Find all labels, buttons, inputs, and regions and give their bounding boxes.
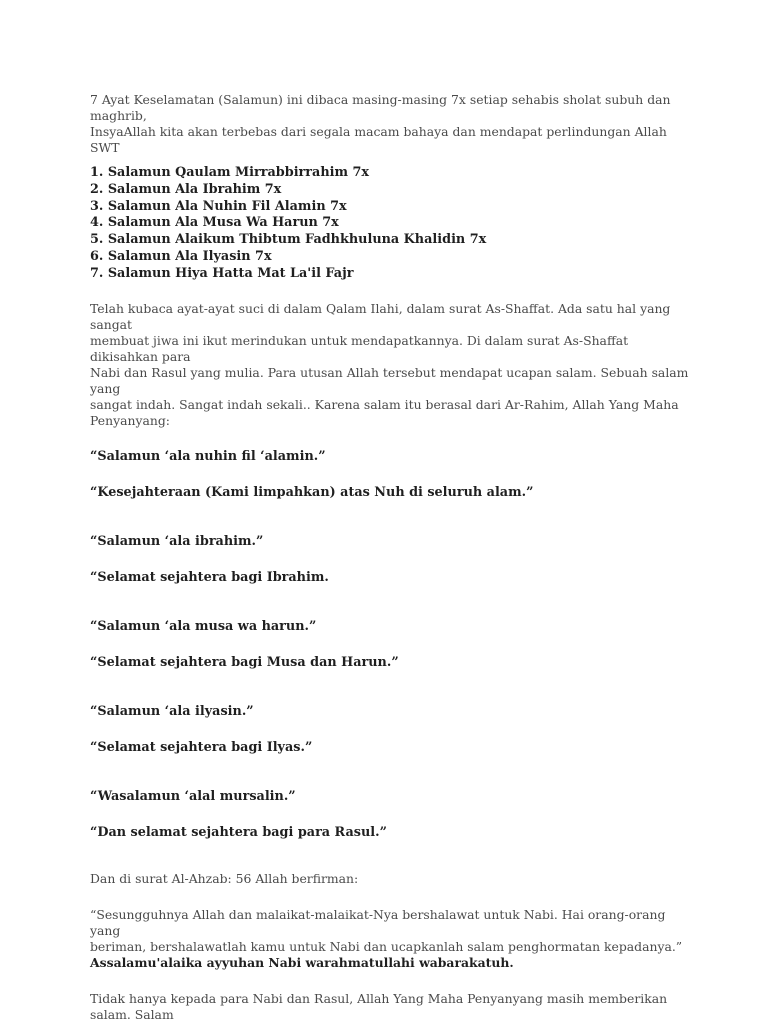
ahzab-quote: [90, 907, 690, 971]
list-item: 6. Salamun Ala Ilyasin 7x: [90, 248, 272, 264]
quote-arabic: “Salamun ‘ala musa wa harun.”: [90, 618, 317, 634]
paragraph-line: membuat jiwa ini ikut merindukan untuk mendapatkannya. Di dalam surat As-Shaffat dikisahkan para: [90, 332, 629, 364]
quote-translation: “Kesejahteraan (Kami limpahkan) atas Nuh di seluruh alam.”: [90, 484, 534, 500]
list-item: 4. Salamun Ala Musa Wa Harun 7x: [90, 215, 339, 231]
intro-paragraph: [90, 92, 690, 156]
ahzab-intro: Dan di surat Al-Ahzab: 56 Allah berfirman:: [90, 870, 359, 886]
closing-line: Tidak hanya kepada para Nabi dan Rasul, Allah Yang Maha Penyanyang masih memberikan salam. Salam: [90, 990, 668, 1022]
quote-translation: “Selamat sejahtera bagi Musa dan Harun.”: [90, 654, 399, 670]
quote-line: beriman, bershalawatlah kamu untuk Nabi dan ucapkanlah salam penghormatan kepadanya.”: [90, 938, 683, 954]
quote-arabic: “Salamun ‘ala ibrahim.”: [90, 533, 264, 549]
assalamu-line: Assalamu'alaika ayyuhan Nabi warahmatullahi wabarakatuh.: [90, 954, 514, 970]
quote-translation: “Dan selamat sejahtera bagi para Rasul.”: [90, 824, 387, 840]
list-item: 2. Salamun Ala Ibrahim 7x: [90, 181, 282, 197]
paragraph-line: Penyanyang:: [90, 412, 170, 428]
intro-line-1: 7 Ayat Keselamatan (Salamun) ini dibaca masing-masing 7x setiap sehabis sholat subuh dan maghrib,: [90, 92, 671, 123]
paragraph-line: Nabi dan Rasul yang mulia. Para utusan Allah tersebut mendapat ucapan salam. Sebuah salam yang: [90, 364, 689, 396]
quote-arabic: “Salamun ‘ala ilyasin.”: [90, 703, 254, 719]
list-item: 3. Salamun Ala Nuhin Fil Alamin 7x: [90, 198, 347, 214]
document-page: [90, 92, 690, 1023]
body-paragraph: [90, 301, 690, 429]
intro-line-2: InsyaAllah kita akan terbebas dari segala macam bahaya dan mendapat perlindungan Allah SWT: [90, 124, 667, 155]
quote-arabic: “Wasalamun ‘alal mursalin.”: [90, 788, 296, 804]
quote-arabic: “Salamun ‘ala nuhin fil ‘alamin.”: [90, 448, 326, 464]
quote-translation: “Selamat sejahtera bagi Ilyas.”: [90, 739, 313, 755]
paragraph-line: Telah kubaca ayat-ayat suci di dalam Qalam Ilahi, dalam surat As-Shaffat. Ada satu hal yang sangat: [90, 300, 671, 332]
quote-line: “Sesungguhnya Allah dan malaikat-malaikat-Nya bershalawat untuk Nabi. Hai orang-orang yang: [90, 906, 666, 938]
list-item: 5. Salamun Alaikum Thibtum Fadhkhuluna Khalidin 7x: [90, 232, 487, 248]
paragraph-line: sangat indah. Sangat indah sekali.. Karena salam itu berasal dari Ar-Rahim, Allah Yang Maha: [90, 396, 679, 412]
ayat-list: [90, 165, 690, 283]
list-item: 1. Salamun Qaulam Mirrabbirrahim 7x: [90, 165, 370, 180]
list-item: 7. Salamun Hiya Hatta Mat La'il Fajr: [90, 265, 354, 281]
quote-translation: “Selamat sejahtera bagi Ibrahim.: [90, 569, 329, 585]
